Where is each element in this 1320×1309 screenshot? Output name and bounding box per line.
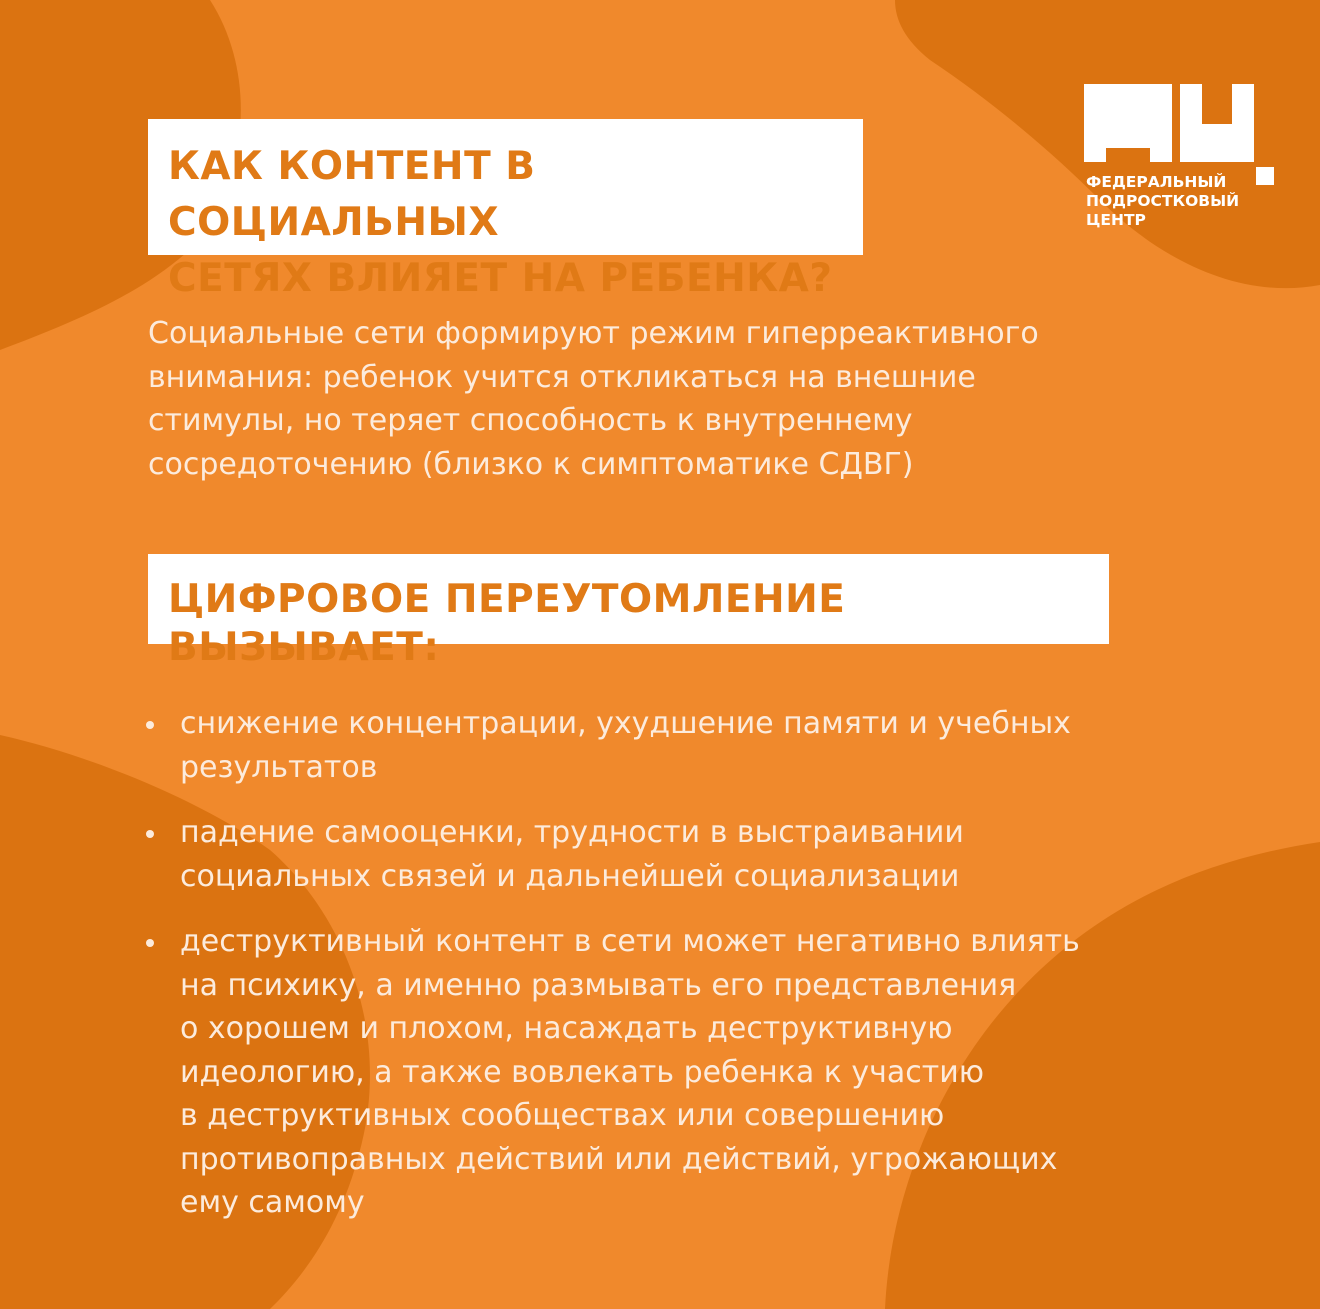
bullet-dot-icon (146, 939, 154, 947)
list-item-text: падение самооценки, трудности в выстраивании социальных связей и дальнейшей социализации (180, 815, 964, 894)
list-item-text: снижение концентрации, ухудшение памяти и учебных результатов (180, 706, 1071, 785)
logo-text (1086, 173, 1239, 230)
logo-text-line: ФЕДЕРАЛЬНЫЙ (1086, 173, 1227, 191)
list-item-text: деструктивный контент в сети может негативно влиять на психику, а именно размывать его представления о хорошем и плохом, насаждать деструктивную идеологию, а также вовлекать ребенка к участию в деструктивных сообществах или совершению противоправных действий или действий, угрожающих ему самому (180, 924, 1080, 1220)
list-item (140, 702, 1200, 789)
logo (1084, 84, 1276, 234)
logo-text-line: ПОДРОСТКОВЫЙ (1086, 192, 1240, 210)
logo-text-line: ЦЕНТР (1086, 211, 1146, 229)
list-item (140, 920, 1200, 1225)
bullet-dot-icon (146, 830, 154, 838)
page-title: КАК КОНТЕНТ В СОЦИАЛЬНЫХ СЕТЯХ ВЛИЯЕТ НА РЕБЕНКА? (168, 144, 833, 301)
heading-box-main (148, 119, 863, 301)
bullet-dot-icon (146, 721, 154, 729)
section-title: ЦИФРОВОЕ ПЕРЕУТОМЛЕНИЕ ВЫЗЫВАЕТ: (168, 577, 846, 670)
intro-paragraph: Социальные сети формируют режим гиперреактивного внимания: ребенок учится откликаться на внешние стимулы, но теряет способность к внутреннему сосредоточению (близко к симптоматике СДВГ) (148, 316, 1039, 482)
bullet-list (140, 702, 1200, 1247)
list-item (140, 811, 1200, 898)
heading-box-secondary (148, 554, 1109, 670)
